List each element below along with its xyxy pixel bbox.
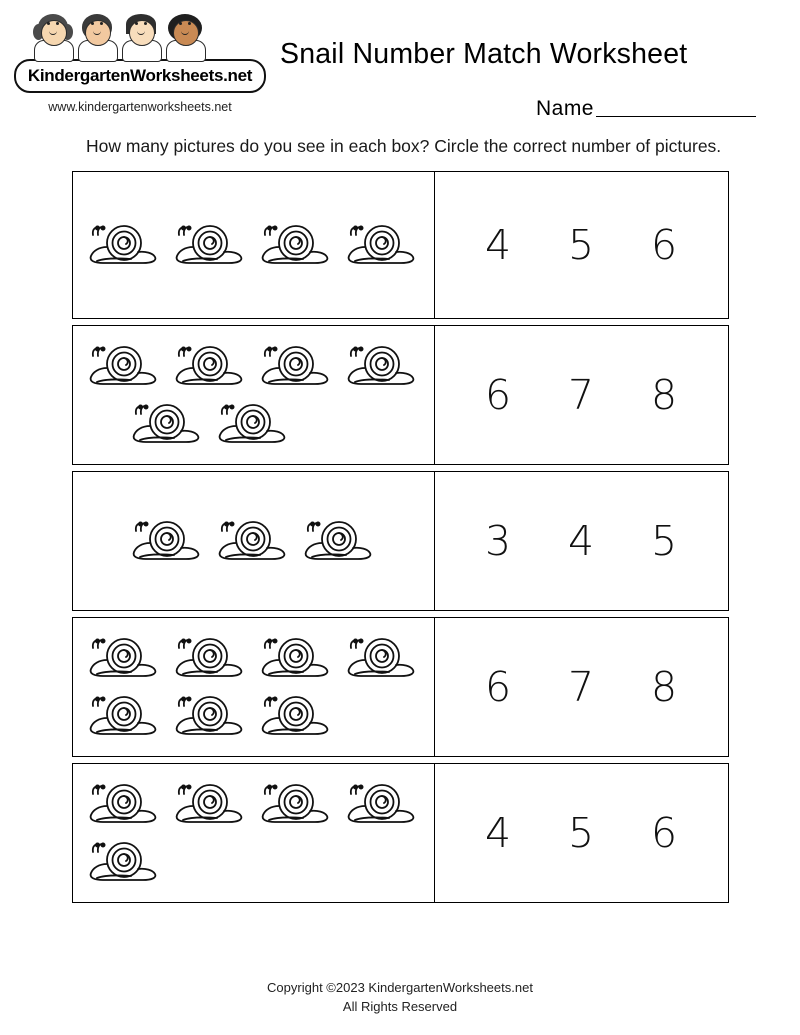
number-choice[interactable]: 5 — [567, 220, 595, 269]
snail-icon — [169, 217, 255, 273]
number-choice[interactable]: 4 — [484, 808, 512, 857]
choices-cell — [435, 618, 728, 756]
choices-cell — [435, 172, 728, 318]
snail-icon — [169, 630, 255, 686]
picture-cell — [73, 764, 435, 902]
snail-icon — [126, 396, 212, 452]
snail-icon — [255, 776, 341, 832]
number-choice[interactable]: 6 — [650, 220, 678, 269]
snail-icon — [169, 688, 255, 744]
snail-line — [83, 834, 428, 890]
snail-icon — [83, 834, 169, 890]
snail-line — [83, 688, 428, 744]
number-choice[interactable]: 5 — [567, 808, 595, 857]
table-row — [72, 763, 729, 903]
kid-icon — [32, 12, 74, 58]
kids-illustration — [32, 12, 206, 58]
snail-icon — [341, 217, 427, 273]
number-choice[interactable]: 7 — [567, 370, 595, 419]
choices-cell — [435, 326, 728, 464]
snail-icon — [169, 776, 255, 832]
number-choice[interactable]: 6 — [650, 808, 678, 857]
site-logo[interactable] — [14, 12, 272, 114]
number-choice[interactable]: 3 — [484, 516, 512, 565]
kid-icon — [164, 12, 206, 58]
name-input-line[interactable] — [596, 98, 756, 117]
snail-icon — [341, 338, 427, 394]
snail-icon — [255, 630, 341, 686]
number-choice[interactable]: 6 — [484, 662, 512, 711]
name-field-row — [280, 97, 770, 121]
page-header — [0, 0, 800, 120]
number-choice[interactable]: 7 — [567, 662, 595, 711]
name-label: Name — [535, 97, 594, 120]
snail-icon — [212, 396, 298, 452]
snail-icon — [212, 513, 298, 569]
logo-text-net: .net — [223, 66, 253, 85]
snail-icon — [169, 338, 255, 394]
picture-cell — [73, 618, 435, 756]
snail-line — [83, 217, 428, 273]
snail-line — [83, 630, 428, 686]
choices-cell — [435, 764, 728, 902]
number-choice[interactable]: 6 — [484, 370, 512, 419]
page-title: Snail Number Match Worksheet — [280, 38, 688, 70]
number-choice[interactable]: 8 — [650, 662, 678, 711]
logo-text-worksheets: Worksheets — [130, 66, 224, 85]
number-choice[interactable]: 8 — [650, 370, 678, 419]
snail-icon — [341, 630, 427, 686]
worksheet-table — [72, 171, 729, 903]
snail-icon — [255, 688, 341, 744]
logo-text-kindergarten: Kindergarten — [27, 66, 131, 85]
logo-nameplate — [14, 59, 266, 93]
rights-text: All Rights Reserved — [342, 999, 458, 1015]
table-row — [72, 617, 729, 757]
snail-line — [83, 513, 428, 569]
title-block — [272, 12, 770, 121]
number-choice[interactable]: 5 — [650, 516, 678, 565]
snail-icon — [255, 217, 341, 273]
table-row — [72, 471, 729, 611]
site-url: www.kindergartenworksheets.net — [48, 100, 232, 114]
number-choice[interactable]: 4 — [567, 516, 595, 565]
snail-icon — [126, 513, 212, 569]
logo-text — [28, 66, 252, 86]
snail-icon — [341, 776, 427, 832]
snail-line — [83, 396, 428, 452]
snail-icon — [255, 338, 341, 394]
picture-cell — [73, 326, 435, 464]
snail-line — [83, 338, 428, 394]
instructions-text: How many pictures do you see in each box? Circle the correct number of pictures. — [86, 136, 722, 156]
snail-icon — [298, 513, 384, 569]
kid-icon — [76, 12, 118, 58]
number-choice[interactable]: 4 — [484, 220, 512, 269]
snail-icon — [83, 688, 169, 744]
page-footer — [0, 979, 800, 1017]
table-row — [72, 325, 729, 465]
snail-icon — [83, 217, 169, 273]
copyright-text: Copyright ©2023 KindergartenWorksheets.net — [267, 980, 533, 996]
picture-cell — [73, 472, 435, 610]
choices-cell — [435, 472, 728, 610]
snail-icon — [83, 776, 169, 832]
kid-icon — [120, 12, 162, 58]
picture-cell — [73, 172, 435, 318]
snail-icon — [83, 338, 169, 394]
logo-badge — [14, 12, 264, 90]
snail-icon — [83, 630, 169, 686]
snail-line — [83, 776, 428, 832]
table-row — [72, 171, 729, 319]
